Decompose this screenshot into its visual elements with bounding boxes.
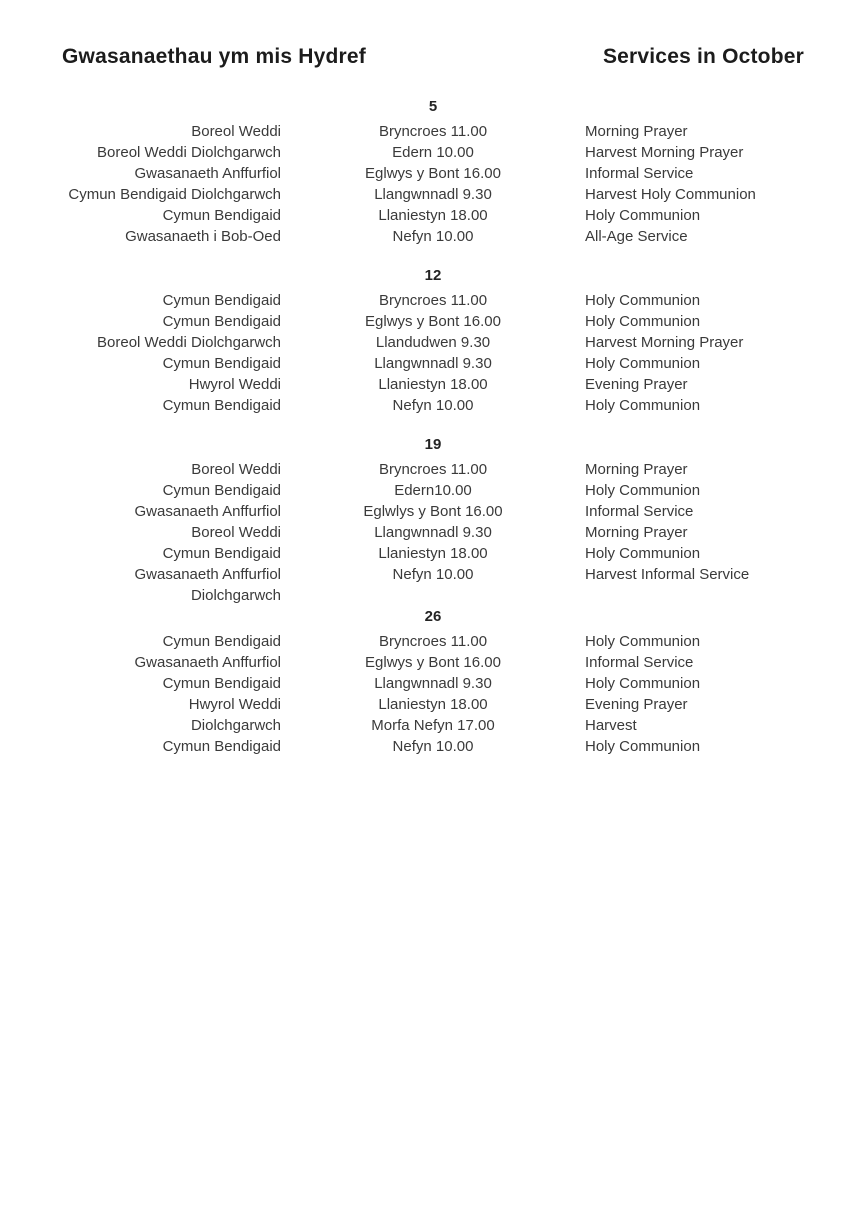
service-name-english: Holy Communion (585, 633, 701, 650)
service-name-english: Informal Service (585, 503, 694, 520)
service-rows (0, 290, 854, 416)
service-name-welsh: Cymun Bendigaid (162, 482, 281, 499)
service-name-welsh: Cymun Bendigaid (162, 397, 281, 414)
service-location-time: Bryncroes 11.00 (378, 633, 488, 650)
page-title-english: Services in October (602, 45, 804, 68)
date-section (0, 96, 854, 247)
date-section (0, 606, 854, 757)
page-header (0, 0, 854, 69)
service-name-welsh: Cymun Bendigaid (162, 675, 281, 692)
service-location-time: Llaniestyn 18.00 (378, 376, 488, 393)
service-name-welsh: Boreol Weddi Diolchgarwch (97, 144, 281, 161)
service-name-english: Holy Communion (585, 397, 701, 414)
service-name-english: Evening Prayer (585, 376, 688, 393)
service-location-time: Edern10.00 (394, 482, 472, 499)
service-name-welsh: Cymun Bendigaid (162, 633, 281, 650)
service-name-english: Holy Communion (585, 545, 701, 562)
date-heading: 5 (428, 98, 438, 115)
service-row (0, 226, 854, 247)
service-location-time: Nefyn 10.00 (392, 566, 474, 583)
service-name-welsh: Boreol Weddi Diolchgarwch (97, 334, 281, 351)
service-name-english: Informal Service (585, 165, 694, 182)
service-row (0, 736, 854, 757)
service-location-time: Llandudwen 9.30 (375, 334, 491, 351)
service-location-time: Morfa Nefyn 17.00 (371, 717, 495, 734)
service-location-time: Bryncroes 11.00 (378, 461, 488, 478)
service-row (0, 163, 854, 184)
service-name-english: Holy Communion (585, 675, 701, 692)
service-row (0, 715, 854, 736)
page-title-welsh: Gwasanaethau ym mis Hydref (62, 45, 366, 68)
service-location-time: Llangwnnadl 9.30 (374, 524, 492, 541)
date-heading: 19 (424, 436, 442, 453)
service-location-time: Nefyn 10.00 (392, 397, 474, 414)
service-row (0, 459, 854, 480)
service-row (0, 121, 854, 142)
service-location-time: Edern 10.00 (392, 144, 474, 161)
service-name-english: Harvest Holy Communion (585, 186, 756, 203)
service-location-time: Eglwys y Bont 16.00 (365, 313, 501, 330)
services-schedule (0, 69, 854, 757)
service-name-welsh: Gwasanaeth i Bob-Oed (125, 228, 281, 245)
service-name-welsh: Boreol Weddi (191, 461, 281, 478)
service-name-english: Morning Prayer (585, 461, 688, 478)
service-name-welsh: Hwyrol Weddi (188, 376, 281, 393)
service-row (0, 673, 854, 694)
service-name-welsh: Boreol Weddi (191, 123, 281, 140)
service-name-english: Holy Communion (585, 207, 701, 224)
service-name-english: Harvest Informal Service (585, 566, 750, 583)
service-row (0, 564, 854, 606)
service-rows (0, 459, 854, 606)
date-heading-row (0, 434, 854, 455)
service-name-welsh: Cymun Bendigaid (162, 738, 281, 755)
service-location-time: Llangwnnadl 9.30 (374, 355, 492, 372)
service-location-time: Bryncroes 11.00 (378, 123, 488, 140)
service-location-time: Llaniestyn 18.00 (378, 696, 488, 713)
service-name-welsh: Cymun Bendigaid (162, 545, 281, 562)
service-name-welsh: Cymun Bendigaid (162, 313, 281, 330)
date-heading-row (0, 265, 854, 286)
service-row (0, 395, 854, 416)
service-name-welsh: Boreol Weddi (191, 524, 281, 541)
service-name-english: Morning Prayer (585, 123, 688, 140)
service-row (0, 543, 854, 564)
date-heading: 26 (424, 608, 442, 625)
service-name-english: Harvest Morning Prayer (585, 334, 744, 351)
service-rows (0, 631, 854, 757)
service-name-welsh: Gwasanaeth Anffurfiol (134, 503, 281, 520)
service-name-english: All-Age Service (585, 228, 688, 245)
service-row (0, 694, 854, 715)
service-row (0, 142, 854, 163)
service-name-welsh: Cymun Bendigaid (162, 207, 281, 224)
service-row (0, 631, 854, 652)
service-location-time: Nefyn 10.00 (392, 228, 474, 245)
service-row (0, 652, 854, 673)
service-name-welsh: Hwyrol Weddi (188, 696, 281, 713)
service-name-welsh: Gwasanaeth Anffurfiol Diolchgarwch (134, 566, 281, 604)
service-row (0, 353, 854, 374)
service-name-english: Harvest Morning Prayer (585, 144, 744, 161)
service-location-time: Nefyn 10.00 (392, 738, 474, 755)
service-name-english: Informal Service (585, 654, 694, 671)
service-name-english: Holy Communion (585, 355, 701, 372)
service-row (0, 501, 854, 522)
service-name-welsh: Diolchgarwch (190, 717, 281, 734)
service-row (0, 480, 854, 501)
service-location-time: Llangwnnadl 9.30 (374, 675, 492, 692)
service-row (0, 311, 854, 332)
service-row (0, 522, 854, 543)
date-heading: 12 (424, 267, 442, 284)
date-heading-row (0, 606, 854, 627)
service-location-time: Llangwnnadl 9.30 (374, 186, 492, 203)
service-location-time: Eglwlys y Bont 16.00 (363, 503, 503, 520)
service-row (0, 374, 854, 395)
service-row (0, 290, 854, 311)
service-name-welsh: Gwasanaeth Anffurfiol (134, 654, 281, 671)
service-location-time: Bryncroes 11.00 (378, 292, 488, 309)
service-name-english: Harvest (585, 717, 637, 734)
service-row (0, 184, 854, 205)
service-name-welsh: Gwasanaeth Anffurfiol (134, 165, 281, 182)
service-row (0, 205, 854, 226)
service-name-english: Evening Prayer (585, 696, 688, 713)
date-heading-row (0, 96, 854, 117)
service-name-welsh: Cymun Bendigaid (162, 355, 281, 372)
service-name-english: Holy Communion (585, 482, 701, 499)
date-section (0, 434, 854, 606)
service-name-welsh: Cymun Bendigaid (162, 292, 281, 309)
service-name-english: Holy Communion (585, 738, 701, 755)
service-name-welsh: Cymun Bendigaid Diolchgarwch (68, 186, 281, 203)
service-name-english: Holy Communion (585, 292, 701, 309)
service-row (0, 332, 854, 353)
service-location-time: Eglwys y Bont 16.00 (365, 654, 501, 671)
service-name-english: Morning Prayer (585, 524, 688, 541)
date-section (0, 265, 854, 416)
service-location-time: Eglwys y Bont 16.00 (365, 165, 501, 182)
service-location-time: Llaniestyn 18.00 (378, 207, 488, 224)
service-name-english: Holy Communion (585, 313, 701, 330)
service-location-time: Llaniestyn 18.00 (378, 545, 488, 562)
service-rows (0, 121, 854, 247)
